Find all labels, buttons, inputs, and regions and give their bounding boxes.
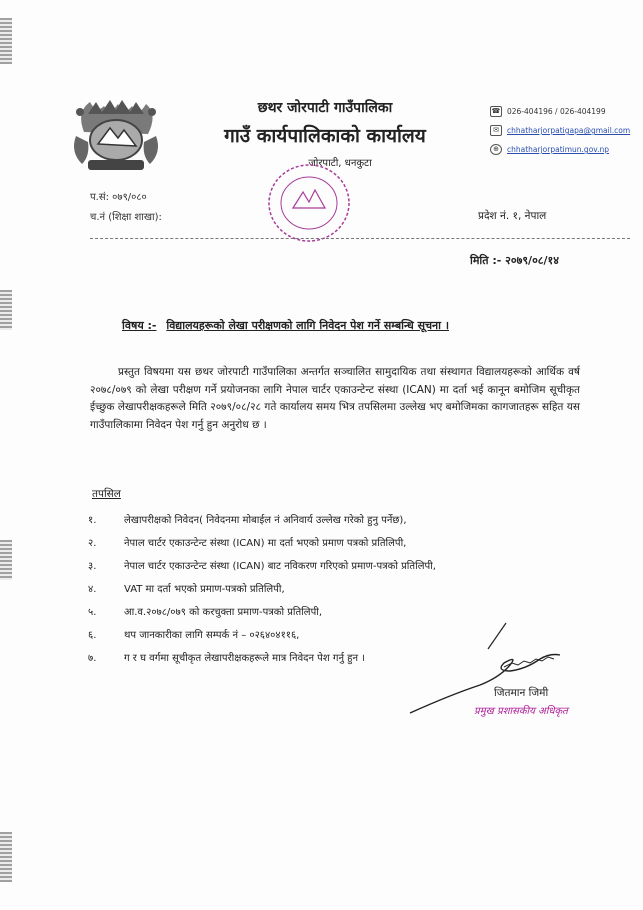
item-number: १. bbox=[88, 515, 97, 526]
list-item bbox=[88, 512, 548, 535]
item-text: थप जानकारीका लागि सम्पर्क नं – ०२६४०४११६, bbox=[124, 630, 300, 641]
signatory-name: जितमान जिमी bbox=[494, 687, 549, 699]
website-link[interactable]: chhatharjorpatimun.gov.np bbox=[507, 145, 610, 154]
details-heading: तपसिल bbox=[92, 488, 121, 500]
phone-number: 026-404196 / 026-404199 bbox=[507, 107, 606, 116]
item-number: ४. bbox=[88, 584, 97, 595]
scan-edge bbox=[0, 540, 12, 580]
item-text: लेखापरीक्षको निवेदन( निवेदनमा मोबाईल नं अनिवार्य उल्लेख गरेको हुनु पर्नेछ), bbox=[124, 515, 407, 526]
list-item bbox=[88, 558, 548, 581]
scan-edge bbox=[0, 832, 12, 882]
globe-icon: ⊕ bbox=[490, 144, 502, 155]
website-row bbox=[490, 140, 630, 159]
list-item bbox=[88, 581, 548, 604]
item-number: ५. bbox=[88, 607, 97, 618]
province-label: प्रदेश नं. १, नेपाल bbox=[478, 210, 547, 222]
phone-icon: ☎ bbox=[491, 107, 501, 115]
office-place: जोरपाटी, धनकुटा bbox=[308, 158, 372, 169]
email-link[interactable]: chhatharjorpatigapa@gmail.com bbox=[507, 126, 631, 135]
item-text: VAT मा दर्ता भएको प्रमाण-पत्रको प्रतिलिपी, bbox=[124, 584, 285, 595]
item-number: ६. bbox=[88, 630, 97, 641]
email-row bbox=[490, 121, 630, 140]
dispatch-number: च.नं (शिक्षा शाखा): bbox=[90, 212, 162, 223]
contact-block bbox=[490, 102, 630, 159]
scan-edge bbox=[0, 290, 12, 330]
header-divider bbox=[90, 238, 630, 239]
office-name: गाउँ कार्यपालिकाको कार्यालय bbox=[224, 125, 426, 147]
subject-text: विद्यालयहरूको लेखा परीक्षणको लागि निवेदन पेश गर्ने सम्बन्धि सूचना । bbox=[166, 319, 450, 332]
reference-number: प.सं: ०७९/०८० bbox=[90, 192, 147, 203]
item-text: नेपाल चार्टर एकाउन्टेन्ट संस्था (ICAN) बाट नविकरण गरिएको प्रमाण-पत्रको प्रतिलिपी, bbox=[124, 561, 436, 572]
item-text: नेपाल चार्टर एकाउन्टेन्ट संस्था (ICAN) मा दर्ता भएको प्रमाण पत्रको प्रतिलिपी, bbox=[124, 538, 407, 549]
item-number: ७. bbox=[88, 653, 97, 664]
municipality-name: छथर जोरपाटी गाउँपालिका bbox=[257, 100, 393, 116]
item-text: आ.व.२०७८/०७९ को करचुक्ता प्रमाण-पत्रको प्रतिलिपी, bbox=[124, 607, 323, 618]
mail-icon: ✉ bbox=[490, 125, 502, 136]
signatory-title: प्रमुख प्रशासकीय अधिकृत bbox=[474, 706, 568, 717]
body-paragraph: प्रस्तुत विषयमा यस छथर जोरपाटी गाउँपालिका अन्तर्गत सञ्चालित सामुदायिक तथा संस्थागत विद्यालयहरूको आर्थिक वर्ष २०७८/०७९ को लेखा परीक्षण गर्ने प्रयोजनका लागि नेपाल चार्टर एकाउन्टेन्ट संस्था (ICAN) मा दर्ता भई कानून बमोजिम सूचीकृत ईच्छुक लेखापरीक्षकहरूले मिति २०७९/०८/२८ गते कार्यालय समय भित्र तपसिलमा उल्लेख भए बमोजिमका कागजातहरू सहित यस गाउँपालिकामा निवेदन पेश गर्नु हुन अनुरोध छ । bbox=[90, 366, 580, 431]
phone-row bbox=[490, 102, 630, 121]
item-number: ३. bbox=[88, 561, 97, 572]
item-number: २. bbox=[88, 538, 97, 549]
item-text: ग र घ वर्गमा सूचीकृत लेखापरीक्षकहरूले मात्र निवेदन पेश गर्नु हुन । bbox=[124, 653, 366, 664]
subject-label: विषय :- bbox=[122, 319, 157, 332]
letter-date: मिति :- २०७९/०८/१४ bbox=[470, 254, 559, 267]
list-item bbox=[88, 535, 548, 558]
subject-line bbox=[122, 318, 449, 333]
nepal-emblem-icon bbox=[66, 92, 166, 180]
scan-edge bbox=[0, 18, 12, 64]
office-stamp-icon bbox=[263, 160, 355, 246]
